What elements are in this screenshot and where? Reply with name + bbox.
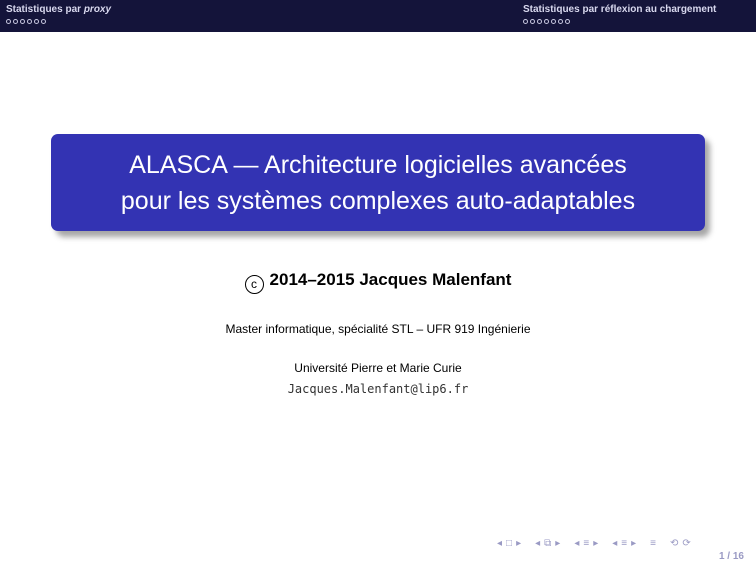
- slide-dots-proxy: [6, 19, 111, 24]
- slide-dot[interactable]: [27, 19, 32, 24]
- section-title-prefix: Statistiques par: [6, 4, 84, 15]
- slide-dot[interactable]: [20, 19, 25, 24]
- next-slide-icon[interactable]: ▸: [516, 537, 522, 549]
- title-box: [51, 134, 705, 231]
- slide-dot[interactable]: [13, 19, 18, 24]
- slide-dot[interactable]: [530, 19, 535, 24]
- slide-dot[interactable]: [537, 19, 542, 24]
- slide-dot[interactable]: [565, 19, 570, 24]
- title-line-1: ALASCA — Architecture logicielles avancées: [129, 150, 627, 179]
- slide-dots-reflexion: [523, 19, 716, 24]
- slide-dot[interactable]: [6, 19, 11, 24]
- slide-dot[interactable]: [34, 19, 39, 24]
- section-nav-proxy[interactable]: [6, 4, 111, 24]
- frame-icon[interactable]: ⧉: [544, 537, 552, 549]
- next-frame-icon[interactable]: ▸: [555, 537, 561, 549]
- section-title-reflexion[interactable]: Statistiques par réflexion au chargement: [523, 4, 717, 15]
- page-number: 1 / 16: [718, 551, 744, 562]
- slide-dot[interactable]: [41, 19, 46, 24]
- author-line: [0, 268, 756, 294]
- prev-section-icon[interactable]: ◂: [612, 537, 618, 549]
- search-icon[interactable]: ⟲: [669, 537, 679, 549]
- title-line-2: pour les systèmes complexes auto-adaptables: [120, 186, 636, 215]
- next-section-icon[interactable]: ▸: [631, 537, 637, 549]
- university-text: Université Pierre et Marie Curie: [294, 361, 462, 375]
- next-subsection-icon[interactable]: ▸: [593, 537, 599, 549]
- section-nav-reflexion[interactable]: [523, 4, 716, 24]
- slide-dot[interactable]: [551, 19, 556, 24]
- prev-frame-icon[interactable]: ◂: [535, 537, 541, 549]
- author-text: 2014–2015 Jacques Malenfant: [269, 270, 512, 289]
- slide-icon[interactable]: □: [506, 537, 513, 549]
- program-text: Master informatique, spécialité STL – UFR 919 Ingénierie: [225, 322, 531, 336]
- slide-dot[interactable]: [544, 19, 549, 24]
- slide-dot[interactable]: [558, 19, 563, 24]
- back-forward-icon[interactable]: ⟳: [682, 537, 691, 549]
- copyright-icon: c: [245, 275, 264, 294]
- section-title-emph: proxy: [83, 4, 112, 15]
- section-title-proxy[interactable]: [6, 4, 111, 16]
- navigation-symbols: [497, 536, 691, 550]
- subsection-icon[interactable]: ≡: [583, 537, 590, 549]
- appendix-icon[interactable]: ≡: [650, 537, 656, 549]
- email-text: Jacques.Malenfant@lip6.fr: [287, 382, 469, 396]
- section-icon[interactable]: ≡: [621, 537, 628, 549]
- first-slide-icon[interactable]: ◂: [497, 537, 503, 549]
- slide-dot[interactable]: [523, 19, 528, 24]
- prev-subsection-icon[interactable]: ◂: [574, 537, 580, 549]
- header-bar: [0, 0, 756, 32]
